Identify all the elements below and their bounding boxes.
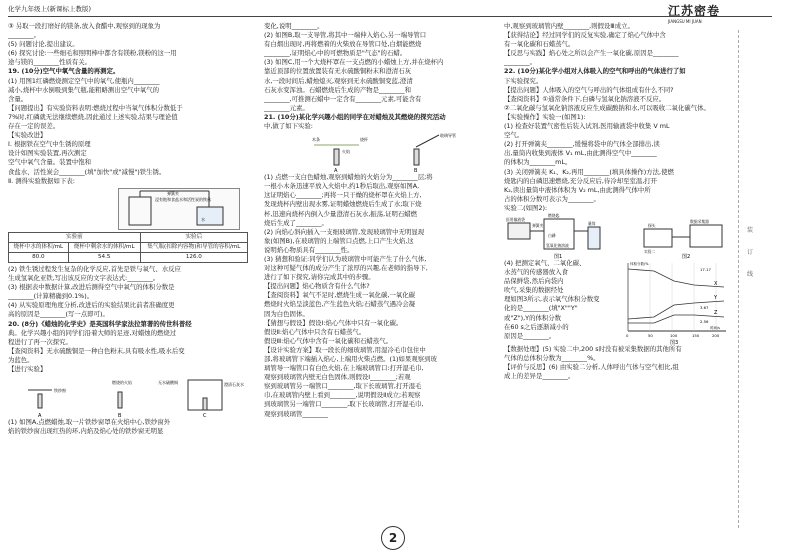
q21b-line: 部,将玻璃管下端插入焰心,上端用火柴点燃。(1)如果观察到玻 [264,355,437,363]
figure-label: 无水硫酸铜 [158,380,178,386]
q22b-line: 原因是________。 [504,331,556,340]
q19-line: 含量。 [8,94,28,103]
apparatus-figures [504,213,730,259]
q22-line: 占的体积分数可表示为________。 [504,194,600,203]
c3-line: 有一氧化碳和石蜡蒸气。 [504,40,575,49]
q21b-line: 【提出问题】焰心物质含有什么气体? [264,282,370,291]
column-3 [504,22,730,381]
q22-line: (3) 关闭弹簧夹 K₁、K₂,再用________(填具体操作)方法,使燃 [504,167,674,176]
c3-line: 【获得结论】经过同学们的反复实验,确定了焰心气体中含 [504,31,666,40]
q22-line: 【提出问题】人体吸入的空气与呼出的气体组成有什么不同? [504,85,674,94]
q21b-line: 假设Ⅱ:焰心气体中只含有石蜡蒸气。 [264,327,366,336]
binding-char: 订 [747,249,754,256]
q19-line: 减小,烧杯中水倒吸到集气瓶,能粗略测出空气中氧气的 [8,85,160,94]
q22b-line: 或"Z"),Y的体积分数 [504,313,562,322]
q22b-line: (4) 把测定氧气、二氧化碳、 [504,258,586,267]
figure-letter: C [203,413,207,419]
x-tick: 100 [670,332,678,338]
q22-line: 实验二(如图2): [504,203,548,212]
q22b-line: 化的是________(填"X""Y" [504,304,578,313]
q22c-line: 气体的总体积分数为________%。 [504,354,600,363]
q21b-line: 假设Ⅲ:焰心气体中含有一氧化碳和石蜡蒸气。 [264,336,392,345]
page-number: 2 [381,526,405,550]
c3-line: 中,观察到玻璃管内壁________,则假设Ⅲ成立。 [504,22,634,30]
figure-letter: A [334,168,338,174]
c1-line: (6) 探究讨论:一些细毛和照明棒中都含有镁粉,镁粉的这一用 [8,49,177,58]
table-group-header: 实验前 [9,232,141,242]
q20-line: 【进行实验】 [8,365,47,373]
q19-line: Ⅰ. 根据铁在空气中生锈的原理 [8,140,91,149]
brand-name: 江苏密卷 [668,4,721,18]
q21b-line: 烧后生成了________。 [264,218,328,227]
column-1 [8,22,256,436]
q22b-line: 吹气,采集的数据经处 [504,286,564,295]
q22b-line: 在60 s之后逐渐减小的 [504,322,569,331]
q4-block [504,259,730,345]
rust-apparatus-diagram [119,189,239,229]
c2-line: 变化,说明________。 [264,22,324,30]
figure-label: 烧杯 [360,137,368,143]
figure-label: 木条 [312,137,320,143]
q22-line: 【实验操作】实验一(如图1): [504,112,586,121]
figure-letter: B [118,413,122,419]
series-line [628,315,724,323]
c1-line: (5) 问题讨论,提出建议。 [8,40,79,49]
q21b-line: 【设计实验方案】取一段长的细玻璃管,用湿冷毛巾包住中 [264,345,426,354]
sensor-chart [614,259,730,345]
figure-label: 燃烧匙 [548,212,560,218]
q21b-line: 到玻璃管另一端管口________,取下长玻璃管,打开湿毛巾, [264,400,424,409]
figure-label: 探头 [648,222,656,228]
table-cell: 54.5 [68,252,140,262]
question-21-title: 21. (10分)某化学兴趣小组的同学在对蜡烛及其燃烧的探究活动 [264,112,446,121]
x-axis-label: 时间/s [710,325,721,330]
figure-letter: A [38,413,42,419]
c3-line: ________。 [504,58,536,67]
c3-line: 【反思与实践】焰心处之所以会产生一氧化碳,原因是________ [504,49,679,58]
q21b-line: 发现烧杯内壁出现水雾,证明蜡烛燃烧后生成了水;取下烧 [264,200,422,209]
table-cell: 126.0 [140,252,247,262]
figure-label: 水 [201,216,205,222]
figure-letter: B [414,168,418,174]
q19-line: 设计如图实验装置,再次测定 [8,149,87,158]
q22b-line: 理如图3所示,表示氧气体积分数变 [504,295,600,304]
figure-label: 燃烧的火焰 [112,380,132,386]
c2-line: 水,一段时间后,蜡烛熄灭,观察到无水硫酸铜变蓝,澄清 [264,76,413,85]
question-20-title: 20. (8分)《蜡烛的化学史》是英国科学家法拉第著的传世科普经 [8,319,192,328]
figure-label: 图1 [554,253,563,259]
q19-line: 食盐水、活性炭会________(填"加快"或"减慢")铁生锈。 [8,167,166,176]
q21b-line: 【查阅资料】氧气不足时,燃烧生成一氧化碳,一氧化碳 [264,291,416,300]
q22-line: 【查阅资料】①通常条件下,白磷与氢氧化钠溶液不反应。 [504,94,666,103]
c2-line: (2) 如图B,取一支导管,将其中一端伸入焰心,另一端导管口 [264,31,427,40]
x-tick: 200 [712,332,720,338]
q19b-line: (4) 从实验原理角度分析,改进后的实验结果比前者准确度更 [8,301,175,310]
binding-marks [747,220,757,286]
c2-line: (3) 如图C,用一个大烧杯罩在一支点燃的小蜡烛上方,并在烧杯内 [264,58,444,67]
q21b-line: 对这种可疑气体的成分产生了浓厚的兴趣,在老师的指导下, [264,264,428,273]
rust-apparatus-figure [118,188,240,230]
q22c-line: 【数据处理】(5) 实验二中,200 s时没有被采集数据的其他所有 [504,344,682,353]
candle-figures [8,374,256,418]
y-tick: 2.56 [700,318,709,324]
q19b-line: ________(计算精确到0.1%)。 [8,292,94,301]
q19-line: Ⅱ. 测得实验数据如下表: [8,176,75,185]
figure-label: 弹簧夹 [167,190,179,196]
table-cell: 80.0 [9,252,69,262]
q20b-line: 焰的铁纱窗出现红热的环,内焰及焰心处的铁纱窗无明显 [8,427,164,436]
question-22-title: 22. (10分)某化学小组对人体吸入的空气和呼出的气体进行了如 [504,67,686,76]
header-divider [8,16,772,17]
y-tick: 3.67 [700,304,709,310]
figure-label: 玻璃导管 [440,133,456,139]
x-tick: 150 [692,332,700,338]
q21b-line: (3) 猜想和验证:同学们认为玻璃管中可能产生了什么气体, [264,254,427,263]
c2-line: ________,证明焰心中的可燃物质是"气态"的石蜡。 [264,49,407,58]
candle-ab-diagram [264,131,494,173]
q19b-line: 生成氢氧化亚铁,写出该反应的文字表达式:________。 [8,274,160,283]
y-tick: 17.17 [700,266,711,272]
c1-line: ③ 另取一段打磨好的镁条,放入食醋中,观察到的现象为 [8,22,161,30]
brand-sub: JIANGSU MI JUAN [668,19,702,24]
figure-label: 弹簧夹 [532,222,544,228]
figure-label: 数据采集器 [690,218,709,224]
cut-line [738,30,739,528]
c2-line: ________元素。 [264,103,309,112]
q19b-line: 高的原因是________(写一点即可)。 [8,310,109,319]
q19-line: (1) 用图1红磷燃烧测定空气中的氧气,使瓶内________ [8,76,160,85]
q21b-line: (1) 点燃一支白色蜡烛,观察到蜡烛的火焰分为________层;将 [264,173,433,182]
series-label: Z [714,309,718,316]
brand-logo [668,2,720,24]
c1-line: ________。 [8,31,40,40]
q21b-line: 巾,在玻璃管内壁上看到________,说明假设Ⅱ成立;若观察 [264,391,421,400]
figure-label: 医用输液袋 [506,216,525,222]
q20-line: 程进行了再一次探究。 [8,337,72,346]
q21b-line: 【猜想与假设】假设Ⅰ:焰心气体中只有一氧化碳。 [264,318,403,327]
candle-abc-diagram [8,374,248,418]
q22c-line: 【评价与反思】(6) 由实验二分析,人体呼出气体与空气相比,组 [504,363,679,372]
q21b-line: 察到玻璃管另一端管口________,取下长玻璃管,打开湿毛 [264,382,422,391]
q21b-line: 进行了如下探究,请你完成其中的步骤。 [264,273,375,282]
c2-line: 石灰水变浑浊。石蜡燃烧后生成的产物是________和 [264,85,411,94]
q21b-line: 观察到玻璃管内壁无白色固体,则假设Ⅰ________;若观 [264,373,411,382]
column-2 [264,22,496,419]
series-label: X [714,280,718,287]
q22c-line: 成上的差异是________。 [504,372,575,381]
q20b-line: (1) 如图A,点燃蜡烛,取一片铁纱窗罩在火焰中心,铁纱窗外 [8,418,171,427]
table-header: 烧杯中水的体积/mL [9,242,69,252]
q21b-line: 这证明焰心________;再将一只干燥的烧杯罩在火焰上方, [264,191,422,200]
figure-label: 澄清石灰水 [224,382,244,388]
q22-line: (1) 检查好装置气密性后装入试剂,医用输液袋中收集 V mL [504,122,670,131]
q22-line: 下实验探究。 [504,76,543,85]
q21b-line: 燃烧时火焰呈淡蓝色,产生蓝色火焰;石蜡蒸气遇冷会凝 [264,300,416,309]
q19-line: 7%时,红磷就无法继续燃烧,因此通过上述实验,结果与理论值 [8,112,178,121]
figure-label: 浸有饱和食盐水和活性炭的铁丝 [155,196,211,202]
q22-line: 的体积为________mL。 [504,158,572,167]
figure-label: 实验二 [644,248,656,254]
x-tick: 0 [626,332,629,338]
figure-label: 氢氧化钠溶液 [546,242,569,248]
q19-line: 空气中氧气含量。装置中饱和 [8,158,92,167]
q21-line: 中,做了如下实验: [264,122,313,131]
chart-title: 图3 [670,339,679,345]
q19-line: 【问题提出】有实验资料表明:燃烧过程中当氧气体积分数低于 [8,103,183,112]
q22b-line: 水蒸气的传感器放入食 [504,268,568,277]
q21b-line: 固为白色固体。 [264,309,309,318]
c2-line: ________,可推测石蜡中一定含有________元素,可能含有 [264,94,422,103]
figure-label: 铁纱窗 [54,388,66,394]
q22b-line: 品保鲜袋,然后向袋内 [504,277,564,286]
q22-line: (2) 打开弹簧夹________,缓慢将袋中的气体全部排出,读 [504,140,660,149]
q22-line: ②二氧化碳与氢氧化钠溶液反应生成碳酸钠和水,可以吸收二氧化碳气体。 [504,103,710,112]
table-group-header: 实验后 [140,232,247,242]
q19-line: 【实验改进】 [8,131,47,140]
candle-ab-figure [264,131,496,173]
q21b-line: (2) 向焰心斜向插入一支细玻璃管,发现玻璃管中无明显现 [264,227,425,236]
q19-line: 存在一定的误差。 [8,122,60,131]
series-label: Y [714,294,718,301]
c1-line: 途与镁的________性质有关。 [8,58,92,67]
y-axis-label: 体积分数/% [630,261,649,266]
q19b-line: (3) 根据表中数据计算,改进后测得空气中氧气的体积分数是 [8,283,175,292]
c2-line: 有白烟出现时,再将燃着的火柴放在导管口处,白烟能燃烧 [264,40,422,49]
figure-label: 图2 [682,253,691,259]
apparatus-diagram [504,213,730,259]
table-header: 烧杯中剩余水的体积/mL [68,242,140,252]
binding-char: 装 [747,227,754,234]
x-tick: 50 [648,332,653,338]
experiment-table [8,232,248,263]
q20-line: 为蓝色。 [8,355,34,364]
q20-line: 典。化学兴趣小组的同学们沿着大师的足迹,对蜡烛的燃烧过 [8,328,177,337]
q21b-line: 璃管导一端管口有白色火焰,在上端玻璃管口:打开湿毛巾, [264,364,424,373]
q21b-line: 观察到玻璃管________ [264,409,328,418]
table-header: 集气瓶(扣除内容物)和导管的容积/mL [140,242,247,252]
figure-label: 量筒 [588,220,596,226]
binding-char: 线 [747,271,754,278]
figure-label: 白磷 [548,232,556,238]
q22-line: 空气。 [504,131,524,140]
q21b-line: 说明焰心物质具有________性。 [264,245,354,254]
q21b-line: 象(如图B),在玻璃管的上端管口点燃,上口产生火焰,这 [264,236,414,245]
q21b-line: 杯,迅速向烧杯内倒入少量澄清石灰水,振荡,证明石蜡燃 [264,209,418,218]
question-19-title: 19. (10分)空气中氧气含量的再测定。 [8,67,120,76]
q22-line: K₂,读出量筒中液体体积为 V₂ mL,由此测得气体中所 [504,185,651,194]
c2-line: 靠近顶部的位置放置装有无水硫酸铜粉末和澄清石灰 [264,67,411,76]
figure-label: 火焰 [342,149,350,155]
q19b-line: (2) 铁生锈过程发生复杂的化学反应,首先是铁与氧气、水反应 [8,264,181,273]
header-subject: 化学九年级上(新课标上教版) [8,5,92,13]
q22-line: 出,量筒内收集到液体 V₁ mL,由此测得空气中________ [504,149,657,158]
q21b-line: 一根小木条迅速平放入火焰中,约1秒后取出,观察如图A, [264,182,420,191]
q22-line: 烧匙内的白磷迅速燃烧,充分反应后,待冷却至室温,打开 [504,176,658,185]
q20-line: 【查阅资料】无水硫酸铜是一种白色粉末,具有吸水性,吸水后变 [8,346,185,355]
